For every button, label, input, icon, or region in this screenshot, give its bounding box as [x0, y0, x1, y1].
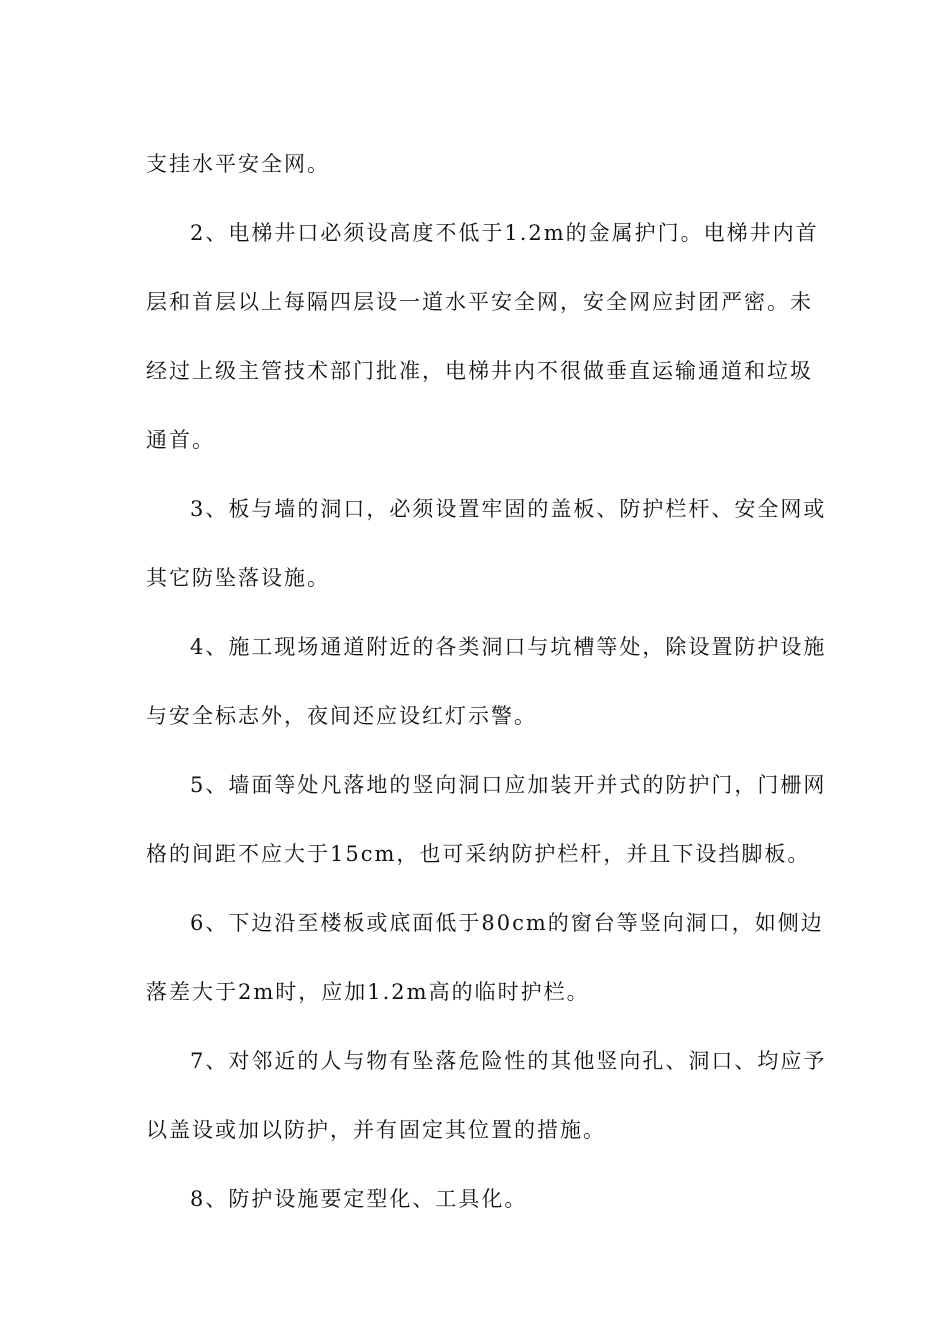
text-line: 7、对邻近的人与物有坠落危险性的其他竖向孔、洞口、均应予 [190, 1049, 827, 1073]
text-line: 6、下边沿至楼板或底面低于80cm的窗台等竖向洞口，如侧边 [190, 911, 824, 935]
text-line: 其它防坠落设施。 [146, 566, 330, 590]
text-line: 4、施工现场通道附近的各类洞口与坑槽等处，除设置防护设施 [190, 635, 827, 659]
text-line: 格的间距不应大于15cm，也可采纳防护栏杆，并且下设挡脚板。 [146, 842, 811, 866]
text-line: 经过上级主管技术部门批准，电梯井内不很做垂直运输通道和垃圾 [146, 359, 813, 383]
text-line: 2、电梯井口必须设高度不低于1.2m的金属护门。电梯井内首 [190, 221, 819, 245]
text-line: 落差大于2m时，应加1.2m高的临时护栏。 [146, 980, 590, 1004]
text-line: 通首。 [146, 428, 215, 452]
text-line: 5、墙面等处凡落地的竖向洞口应加装开并式的防护门，门栅网 [190, 773, 827, 797]
text-line: 3、板与墙的洞口，必须设置牢固的盖板、防护栏杆、安全网或 [190, 497, 827, 521]
text-line: 8、防护设施要定型化、工具化。 [190, 1187, 528, 1211]
document-body [146, 130, 827, 1234]
text-line: 层和首层以上每隔四层设一道水平安全网，安全网应封团严密。未 [146, 290, 813, 314]
text-line: 支挂水平安全网。 [146, 152, 330, 176]
text-line: 与安全标志外，夜间还应设红灯示警。 [146, 704, 537, 728]
text-line: 以盖设或加以防护，并有固定其位置的措施。 [146, 1118, 606, 1142]
